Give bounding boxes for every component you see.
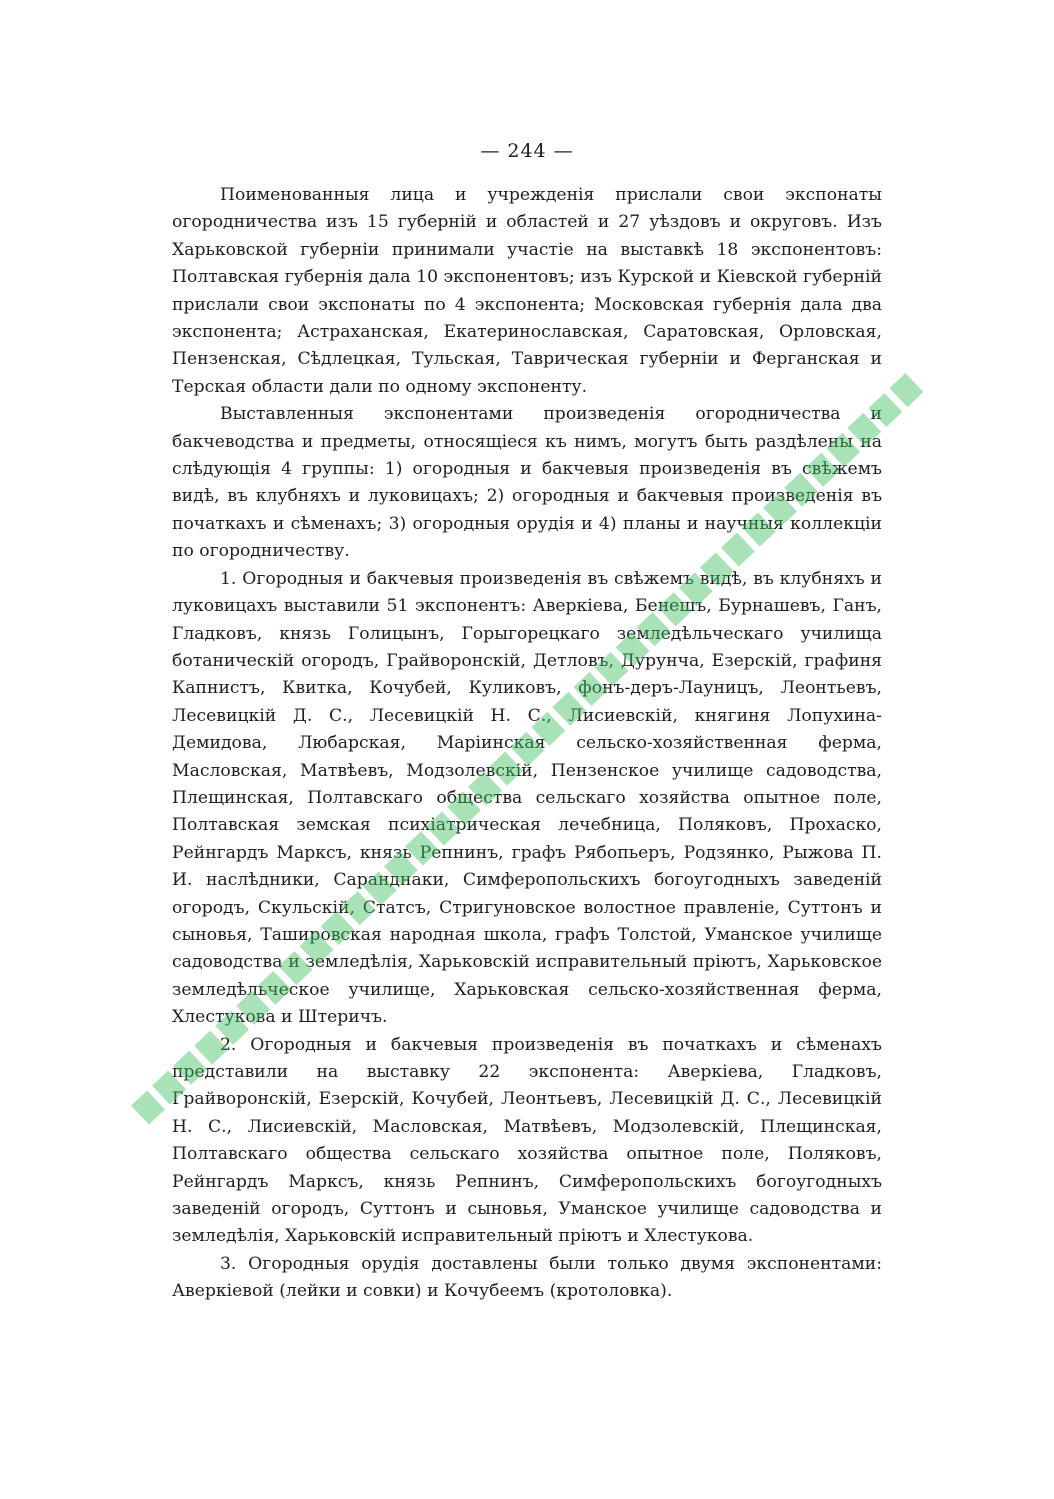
page-number: — 244 — [480, 140, 574, 162]
paragraph-group-3-tools: 3. Огородныя орудія доставлены были только двумя экспонентами: Аверкіевой (лейки и совки) и Кочубеемъ (кротоловка). [172, 1253, 882, 1302]
paragraph-exhibit-groups: Выставленныя экспонентами произведенія огородничества и бакчеводства и предметы, относящіеся къ нимъ, могутъ быть раздѣлены на слѣдующія 4 группы: 1) огородныя и бакчевыя произведенія въ свѣжемъ видѣ, въ клубняхъ и луковицахъ; 2) огородныя и бакчевыя произведенія въ початкахъ и сѣменахъ; 3) огородныя орудія и 4) планы и научныя коллекціи по огородничеству. [172, 404, 882, 562]
body-text [172, 182, 882, 1306]
paragraph-group-1-fresh-produce: 1. Огородныя и бакчевыя произведенія въ свѣжемъ видѣ, въ клубняхъ и луковицахъ выставили 51 экспонентъ: Аверкіева, Бенешъ, Бурнашевъ, Ганъ, Гладковъ, князь Голицынъ, Горыгорецкаго земледѣльческаго училища ботаническій огородъ, Грайворонскій, Детловъ, Дурунча, Езерскій, графиня Капнистъ, Квитка, Кочубей, Куликовъ, фонъ-деръ-Лауницъ, Леонтьевъ, Лесевицкій Д. С., Лесевицкій Н. С., Лисиевскій, княгиня Лопухина-Демидова, Любарская, Маріинская сельско-хозяйственная ферма, Масловская, Матвѣевъ, Модзолевскій, Пензенское училище садоводства, Плещинская, Полтавскаго общества сельскаго хозяйства опытное поле, Полтавская земская психіатрическая лечебница, Поляковъ, Прохаско, Рейнгардъ Марксъ, князь Репнинъ, графъ Рябопьеръ, Родзянко, Рыжова П. И. наслѣдники, Саранднаки, Симферопольскихъ богоугодныхъ заведеній огородъ, Скульскій, Статсъ, Стригуновское волостное правленіе, Суттонъ и сыновья, Ташировская народная школа, графъ Толстой, Уманское училище садоводства и земледѣлія, Харьковскій исправительный пріютъ, Харьковское земледѣльческое училище, Харьковская сельско-хозяйственная ферма, Хлестукова и Штеричъ. [172, 568, 882, 1028]
paragraph-group-2-seeds: 2. Огородныя и бакчевыя произведенія въ початкахъ и сѣменахъ представили на выставку 22 экспонента: Аверкіева, Гладковъ, Грайворонскій, Езерскій, Кочубей, Леонтьевъ, Лесевицкій Д. С., Лесевицкій Н. С., Лисиевскій, Масловская, Матвѣевъ, Модзолевскій, Плещинская, Полтавскаго общества сельскаго хозяйства опытное поле, Поляковъ, Рейнгардъ Марксъ, князь Репнинъ, Симферопольскихъ богоугодныхъ заведеній огородъ, Суттонъ и сыновья, Уманское училище садоводства и земледѣлія, Харьковскій исправительный пріютъ и Хлестукова. [172, 1034, 882, 1247]
paragraph-exhibitor-regions: Поименованныя лица и учрежденія прислали свои экспонаты огородничества изъ 15 губерній и областей и 27 уѣздовъ и округовъ. Изъ Харьковской губерніи принимали участіе на выставкѣ 18 экспонентовъ: Полтавская губернія дала 10 экспонентовъ; изъ Курской и Кіевской губерній прислали свои экспонаты по 4 экспонента; Московская губернія дала два экспонента; Астраханская, Екатеринославская, Саратовская, Орловская, Пензенская, Сѣдлецкая, Тульская, Таврическая губерніи и Ферганская и Терская области дали по одному экспоненту. [172, 185, 882, 397]
